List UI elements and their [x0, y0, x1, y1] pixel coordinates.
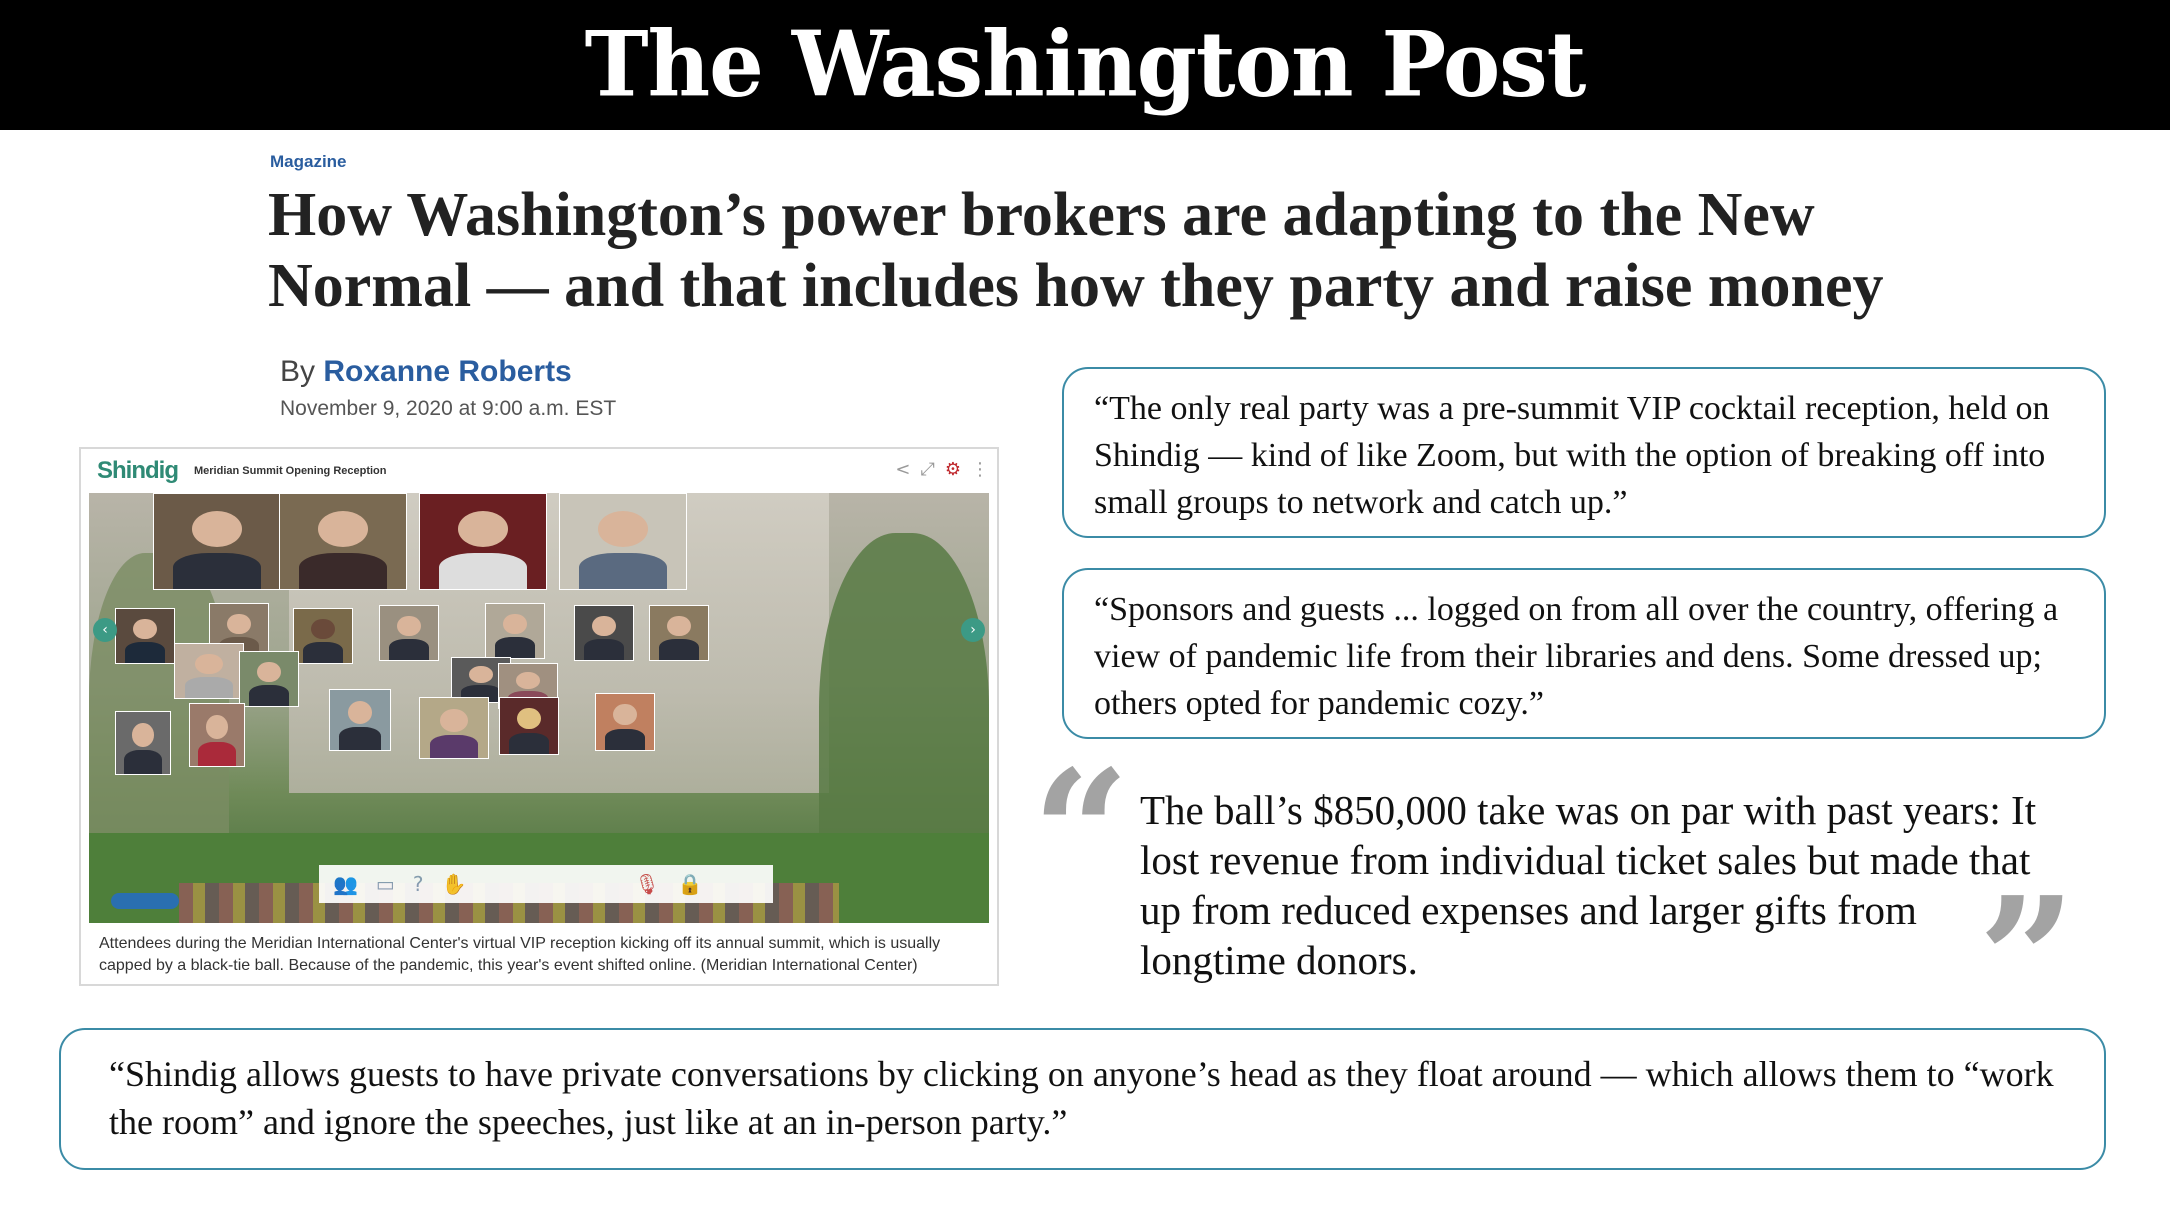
video-tile: [115, 711, 171, 775]
author-link[interactable]: Roxanne Roberts: [323, 355, 572, 388]
byline-prefix: By: [280, 355, 316, 388]
raise-hand-icon: ✋: [441, 872, 467, 896]
masthead: [0, 0, 2170, 130]
video-tile: [574, 605, 634, 661]
byline: [280, 355, 572, 389]
shindig-app-bar: [81, 449, 997, 493]
video-tile: [115, 608, 175, 664]
help-icon: ?: [412, 872, 424, 896]
video-tile: [239, 651, 299, 707]
video-tile: [293, 608, 353, 664]
quote-box-sponsors: [1062, 568, 2106, 739]
quote-text: “Sponsors and guests ... logged on from all over the country, offering a view of pandemic life from their libraries and dens. Some dressed up; others opted for pandemic cozy.”: [1094, 591, 2059, 722]
shindig-toolbar: [319, 865, 773, 903]
video-tile: [329, 689, 391, 751]
shindig-logo: Shindig: [97, 457, 178, 484]
video-tile: [279, 493, 407, 590]
video-tile: [419, 697, 489, 759]
event-title: Meridian Summit Opening Reception: [193, 465, 387, 477]
quote-text: “The only real party was a pre-summit VIP cocktail reception, held on Shindig — kind of like Zoom, but with the option of breaking off into small groups to network and catch up.”: [1094, 390, 2050, 521]
publish-date: November 9, 2020 at 9:00 a.m. EST: [280, 397, 617, 420]
next-arrow-icon: ›: [961, 618, 985, 642]
quote-text: “Shindig allows guests to have private conversations by clicking on anyone’s head as they float around — which allows them to “work the room” and ignore the speeches, just like at an in-person party.”: [109, 1054, 2054, 1142]
video-tile: [189, 703, 245, 767]
app-icons: [895, 459, 989, 480]
video-scene: [89, 493, 989, 923]
pull-quote: The ball’s $850,000 take was on par with past years: It lost revenue from individual ticket sales but made that up from reduced expenses and larger gifts from longtime donors.: [1140, 787, 2037, 983]
close-quote-mark-icon: ”: [1978, 860, 2076, 1060]
video-tile: [153, 493, 281, 590]
video-tile: [485, 603, 545, 659]
share-icon: <: [895, 459, 911, 480]
masthead-logo[interactable]: The Washington Post: [584, 11, 1586, 118]
video-tile: [559, 493, 687, 590]
previous-arrow-icon: ‹: [93, 618, 117, 642]
expand-icon: ⤢: [920, 459, 935, 480]
video-tile: [379, 605, 439, 661]
headline: How Washington’s power brokers are adapting to the New Normal — and that includes how they party and raise money: [268, 181, 1884, 320]
practice-badge: [111, 893, 179, 909]
video-tile: [419, 493, 547, 590]
people-icon: 👥: [333, 872, 358, 896]
gear-icon: ⚙: [944, 459, 961, 480]
mute-icon: 🎙: [634, 872, 660, 896]
quote-box-conversations: [59, 1028, 2106, 1170]
video-tile: [649, 605, 709, 661]
more-icon: ⋮: [971, 459, 989, 480]
open-quote-mark-icon: “: [1032, 733, 1130, 933]
video-tile: [499, 697, 559, 755]
video-tile: [174, 643, 244, 699]
quote-box-party: [1062, 367, 2106, 538]
article-photo: [79, 447, 999, 986]
chat-icon: ▭: [375, 872, 395, 896]
photo-caption: Attendees during the Meridian International Center's virtual VIP reception kicking off its annual summit, which is usually capped by a black-tie ball. Because of the pandemic, this year's event shifted online. (Meridian International Center): [99, 935, 941, 974]
lock-icon: 🔒: [677, 872, 703, 896]
video-tile: [595, 693, 655, 751]
section-label[interactable]: Magazine: [270, 152, 347, 171]
